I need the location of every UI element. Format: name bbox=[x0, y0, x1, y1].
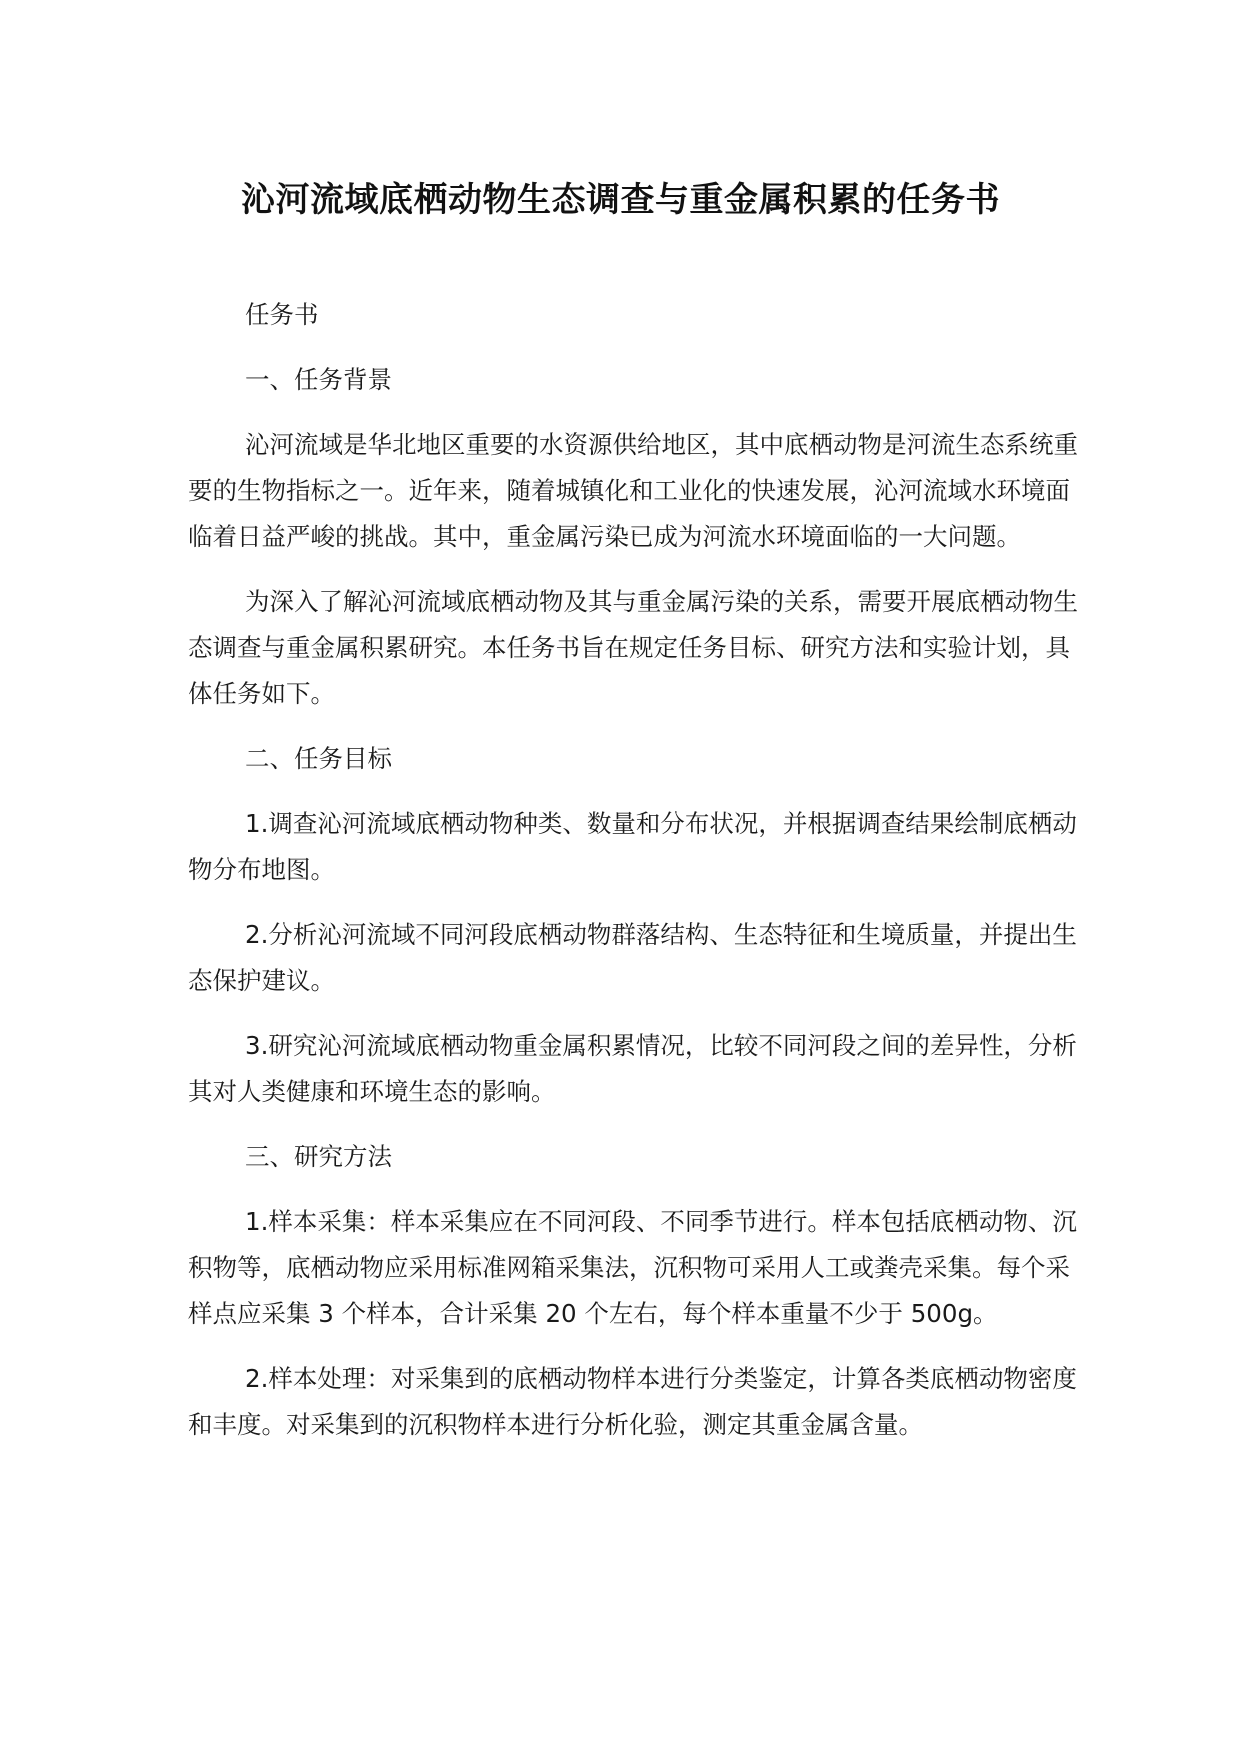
doc-label: 任务书 bbox=[245, 300, 319, 329]
objective-item-3: 3.研究沁河流域底栖动物重金属积累情况，比较不同河段之间的差异性，分析其对人类健康和环境生态的影响。 bbox=[188, 1031, 1077, 1106]
document-title: 沁河流域底栖动物生态调查与重金属积累的任务书 bbox=[241, 180, 1000, 220]
section-heading-background: 一、任务背景 bbox=[245, 365, 392, 394]
objective-item-1: 1.调查沁河流域底栖动物种类、数量和分布状况，并根据调查结果绘制底栖动物分布地图。 bbox=[188, 809, 1077, 884]
section-heading-objectives: 二、任务目标 bbox=[245, 744, 392, 773]
objective-item-2: 2.分析沁河流域不同河段底栖动物群落结构、生态特征和生境质量，并提出生态保护建议。 bbox=[188, 920, 1077, 995]
paragraph-background-2: 为深入了解沁河流域底栖动物及其与重金属污染的关系，需要开展底栖动物生态调查与重金属积累研究。本任务书旨在规定任务目标、研究方法和实验计划，具体任务如下。 bbox=[188, 587, 1078, 708]
paragraph-background-1: 沁河流域是华北地区重要的水资源供给地区，其中底栖动物是河流生态系统重要的生物指标之一。近年来，随着城镇化和工业化的快速发展，沁河流域水环境面临着日益严峻的挑战。其中，重金属污染已成为河流水环境面临的一大问题。 bbox=[188, 430, 1078, 551]
method-item-2: 2.样本处理：对采集到的底栖动物样本进行分类鉴定，计算各类底栖动物密度和丰度。对采集到的沉积物样本进行分析化验，测定其重金属含量。 bbox=[188, 1364, 1077, 1439]
section-heading-methods: 三、研究方法 bbox=[245, 1142, 392, 1171]
method-item-1: 1.样本采集：样本采集应在不同河段、不同季节进行。样本包括底栖动物、沉积物等，底栖动物应采用标准网箱采集法，沉积物可采用人工或粪壳采集。每个采样点应采集 3 个样本，合计采集 20 个左右，每个样本重量不少于 500g。 bbox=[188, 1207, 1077, 1328]
document-body bbox=[188, 292, 1083, 1467]
